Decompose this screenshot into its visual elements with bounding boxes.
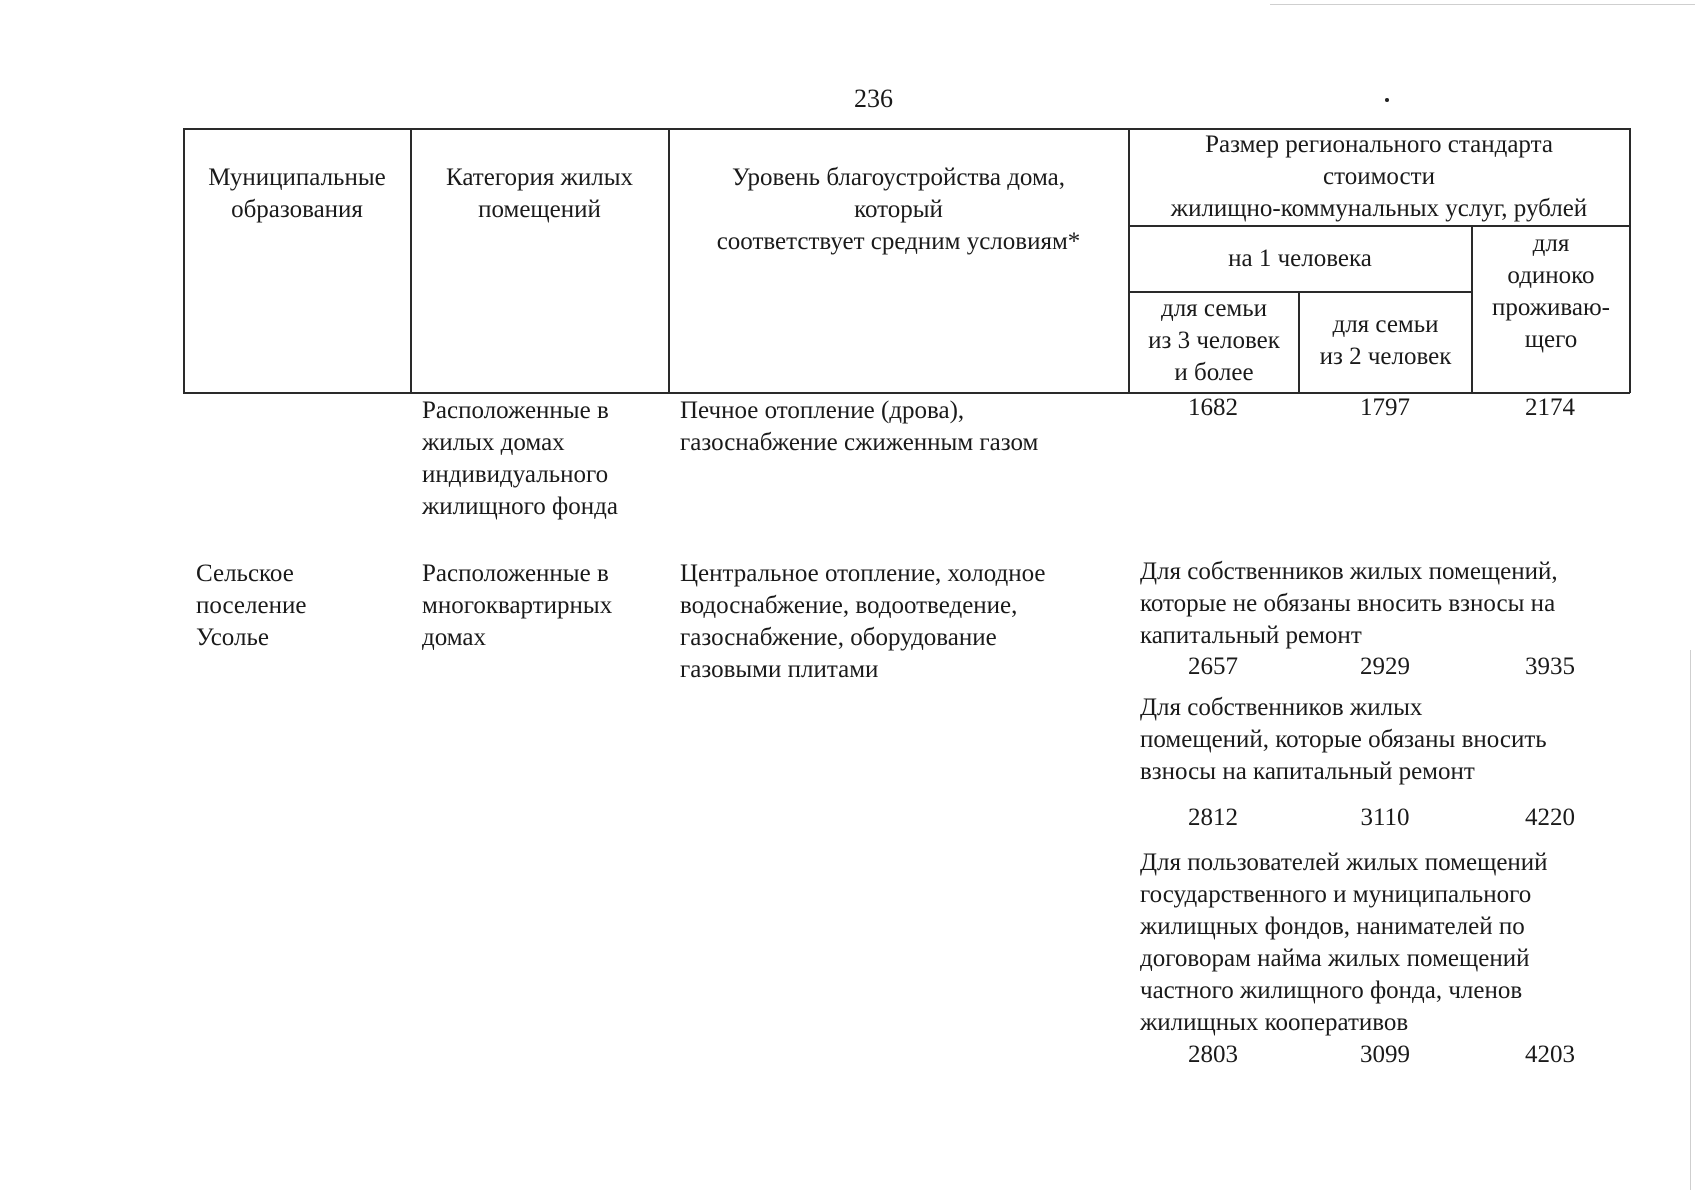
row2-category: Расположенные в многоквартирных домах [422, 560, 613, 651]
header-vline-2 [668, 128, 670, 393]
row2-level: Центральное отопление, холодное водоснабжение, водоотведение, газоснабжение, оборудование газовыми плитами [680, 560, 1046, 683]
row1-category: Расположенные в жилых домах индивидуального жилищного фонда [422, 397, 618, 520]
header-per-person: на 1 человека [1228, 245, 1372, 272]
header-municipality: Муниципальные образования [208, 164, 386, 223]
row1-value-family2: 1797 [1360, 394, 1410, 421]
header-category: Категория жилых помещений [446, 164, 633, 223]
header-vline-6 [1629, 128, 1631, 393]
header-standard-size: Размер регионального стандарта стоимости жилищно-коммунальных услуг, рублей [1170, 131, 1588, 222]
row2-group2-title: Для собственников жилых помещений, которые обязаны вносить взносы на капитальный ремонт [1140, 694, 1547, 785]
row2-group2-value-family3: 2812 [1188, 804, 1238, 831]
row2-group2-value-single: 4220 [1525, 804, 1575, 831]
row1-value-single: 2174 [1525, 394, 1575, 421]
row2-group3-title: Для пользователей жилых помещений государственного и муниципального жилищных фондов, нанимателей по договорам найма жилых помещений частного жилищного фонда, членов жилищных кооперативов [1140, 849, 1548, 1036]
header-vline-4 [1298, 291, 1300, 393]
page-number: 236 [854, 84, 893, 113]
header-family-2: для семьи из 2 человек [1319, 311, 1452, 370]
row1-value-family3: 1682 [1188, 394, 1238, 421]
row2-group1-value-single: 3935 [1525, 653, 1575, 680]
scan-edge-top [1270, 4, 1695, 5]
row2-group2-value-family2: 3110 [1360, 804, 1410, 831]
row1-level: Печное отопление (дрова), газоснабжение сжиженным газом [680, 397, 1039, 456]
row2-group1-title: Для собственников жилых помещений, которые не обязаны вносить взносы на капитальный ремонт [1140, 558, 1558, 649]
row2-group3-value-family3: 2803 [1188, 1041, 1238, 1068]
header-single-resident: для одиноко проживаю- щего [1492, 230, 1610, 353]
row2-municipality: Сельское поселение Усолье [196, 560, 307, 651]
row2-group1-value-family2: 2929 [1360, 653, 1410, 680]
header-rule-size [1128, 225, 1630, 227]
scan-dot [1385, 98, 1389, 102]
scan-edge-right [1690, 650, 1691, 1190]
header-vline-0 [183, 128, 185, 393]
header-vline-1 [410, 128, 412, 393]
header-vline-5 [1471, 225, 1473, 393]
header-level: Уровень благоустройства дома, который соответствует средним условиям* [716, 164, 1081, 255]
row2-group3-value-single: 4203 [1525, 1041, 1575, 1068]
row2-group3-value-family2: 3099 [1360, 1041, 1410, 1068]
header-family-3: для семьи из 3 человек и более [1148, 295, 1280, 386]
header-vline-3 [1128, 128, 1130, 393]
row2-group1-value-family3: 2657 [1188, 653, 1238, 680]
